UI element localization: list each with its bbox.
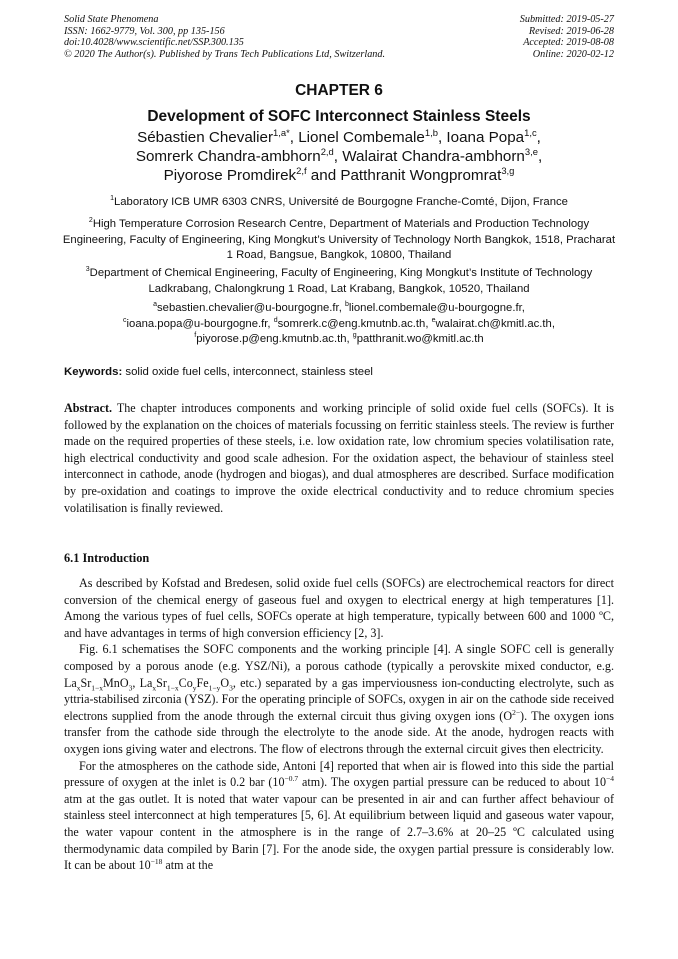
keywords [64, 366, 373, 378]
affiliation-2: $^2$High Temperature Corrosion Research Centre, Department of Materials and Production Technology Engineering, Faculty of Engineering, King Mongkut’s University of Technology North Bangkok, 1518, Pracharat 1 Road, Bangsue, Bangkok, 10800, Thailand [62, 217, 616, 261]
doi-line: doi:10.4028/www.scientific.net/SSP.300.135 [64, 37, 244, 49]
section-body [64, 575, 614, 874]
author-list [60, 128, 618, 185]
affiliation-1: $^1$Laboratory ICB UMR 6303 CNRS, Université de Bourgogne Franche-Comté, Dijon, France [110, 195, 568, 208]
paragraph-3: For the atmospheres on the cathode side, Antoni [4] reported that when air is flowed into this side the partial pressure of oxygen at the inlet is 0.2 bar ($10^{-0.7}$ atm). The oxygen partial pressure can be reduced to about $10^{-4}$ atm at the gas outlet. It is noted that water vapour can be presented in air and can further affect behaviour of stainless steel interconnect at high temperatures [5, 6]. At equilibrium between liquid and gaseous water vapour, the water vapour content in the atmosphere is in the range of 2.7–3.6% at 20–25 ºC calculated using thermodynamic data compiled by Barin [7]. For the anode side, the oxygen partial pressure is considerably low. It can be about $10^{-18}$ atm at the [64, 758, 614, 873]
chapter-label: CHAPTER 6 [295, 82, 383, 99]
revised-date: Revised: 2019-06-28 [528, 25, 614, 37]
abstract-label: Abstract. [64, 401, 113, 415]
author-emails: $^a$sebastien.chevalier@u-bourgogne.fr, $^b$lionel.combemale@u-bourgogne.fr, $^c$ioana.popa@u-bourgogne.fr, $^d$somrerk.c@eng.kmutnb.ac.th, $^e$walairat.ch@kmitl.ac.th, $^f$piyorose.p@eng.kmutnb.ac.th, $^g$patthranit.wo@kmitl.ac.th [123, 301, 555, 345]
affiliation-3: $^3$Department of Chemical Engineering, Faculty of Engineering, King Mongkut’s Institute of Technology Ladkrabang, Chalongkrung 1 Road, Lat Krabang, Bangkok, 10520, Thailand [85, 266, 593, 295]
journal-name: Solid State Phenomena [64, 14, 159, 25]
email-link[interactable]: $^a$sebastien.chevalier@u-bourgogne.fr [153, 301, 339, 314]
online-date: Online: 2020-02-12 [532, 48, 614, 60]
abstract-text: The chapter introduces components and working principle of solid oxide fuel cells (SOFCs). It is followed by the explanation on the choices of materials focussing on ferritic stainless steels. The review is further made on the required properties of these steels, i.e. low oxidation rate, low chromium species volatilisation rate, high electrical conductivity and good scale adhesion. For the oxidation aspect, the behaviour of stainless steel interconnect in cathode, anode (hydrogen and biogas), and dual atmospheres are described. Surface modification by pre-oxidation and coatings to improve the oxide electrical conductivity and to reduce chromium species volatilisation is finally reviewed. [64, 401, 614, 515]
issn-line: ISSN: 1662-9779, Vol. 300, pp 135-156 [64, 25, 225, 37]
author: Walairat Chandra-ambhorn$^{3,e}$, [342, 145, 543, 165]
keywords-label: Keywords: [64, 366, 123, 378]
author: Somrerk Chandra-ambhorn$^{2,d}$, [135, 145, 343, 165]
accepted-date: Accepted: 2019-08-08 [523, 37, 614, 49]
submitted-date: Submitted: 2019-05-27 [519, 14, 614, 25]
dates-info [520, 14, 614, 60]
author: Piyorose Promdirek$^{2,f}$ and [163, 164, 341, 184]
email-link[interactable]: $^f$piyorose.p@eng.kmutnb.ac.th [194, 332, 347, 345]
author: Sébastien Chevalier$^{1,a*}$, [137, 126, 299, 146]
author: Lionel Combemale$^{1,b}$, [298, 126, 447, 146]
email-link[interactable]: $^b$lionel.combemale@u-bourgogne.fr [344, 301, 522, 314]
email-link[interactable]: $^d$somrerk.c@eng.kmutnb.ac.th [273, 316, 426, 330]
section-heading: 6.1 Introduction [64, 551, 150, 565]
paragraph-1: As described by Kofstad and Bredesen, solid oxide fuel cells (SOFCs) are electrochemical reactors for direct conversion of the chemical energy of gaseous fuel and oxygen to electrical energy at high temperatures [1]. Among the various types of fuel cells, SOFCs operate at high temperature, typically between 600 and 1000 ºC, and have advantages in terms of high conversion efficiency [2, 3]. [64, 576, 614, 640]
email-link[interactable]: $^g$patthranit.wo@kmitl.ac.th [352, 332, 484, 345]
paper-title: Development of SOFC Interconnect Stainless Steels [147, 108, 531, 125]
copyright-line: © 2020 The Author(s). Published by Trans Tech Publications Ltd, Switzerland. [64, 48, 386, 60]
author: Patthranit Wongpromrat$^{3,g}$ [340, 164, 515, 184]
author: Ioana Popa$^{1,c}$, [446, 126, 541, 146]
keywords-text: solid oxide fuel cells, interconnect, stainless steel [125, 366, 373, 378]
paragraph-2: Fig. 6.1 schematises the SOFC components and the working principle [4]. A single SOFC cell is generally composed by a porous anode (e.g. YSZ/Ni), a porous cathode (typically a perovskite mixed conductor, e.g. $La_xSr_{1-x}MnO_3$, $La_xSr_{1-x}Co_yFe_{1-y}O_3$, etc.) separated by a gas imperviousness ion-conducting electrolyte, such as yttria-stabilised zirconia (YSZ). For the operating principle of SOFCs, oxygen in air on the cathode side received electrons supplied from the anode through the external circuit thus giving oxygen ions $(O^{2-})$. The oxygen ions transfer from the cathode side through the electrolyte to the anode side. At the anode, hydrogen reacts with oxygen ions giving water and electrons. The flow of electrons through the external circuit gives then electricity. [64, 642, 615, 756]
abstract [64, 400, 614, 516]
journal-info [64, 14, 385, 60]
email-link[interactable]: $^e$walairat.ch@kmitl.ac.th [431, 316, 552, 330]
email-link[interactable]: $^c$ioana.popa@u-bourgogne.fr [123, 316, 268, 330]
